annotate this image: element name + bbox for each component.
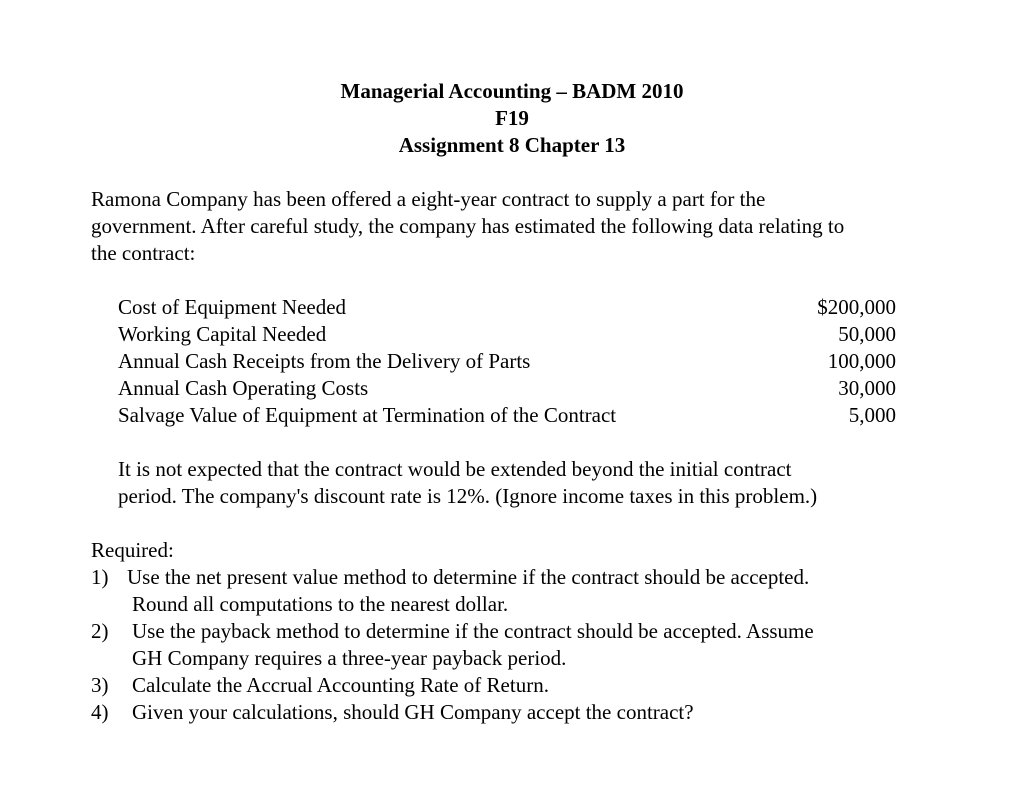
item-number: 2): [91, 619, 109, 643]
required-item: [0, 564, 1024, 618]
table-row: [118, 375, 896, 402]
required-heading: Required:: [91, 538, 174, 562]
item-number: 3): [91, 673, 109, 697]
intro-line: the contract:: [91, 241, 196, 265]
item-number: 4): [91, 700, 109, 724]
item-text: Given your calculations, should GH Company accept the contract?: [132, 700, 694, 724]
table-row: [118, 402, 896, 429]
item-text: GH Company requires a three-year payback period.: [132, 646, 567, 670]
row-value: 100,000: [827, 349, 896, 373]
term-label: F19: [495, 106, 529, 130]
row-value: 5,000: [848, 403, 896, 427]
assignment-title: Assignment 8 Chapter 13: [398, 133, 626, 157]
intro-line: Ramona Company has been offered a eight-year contract to supply a part for the: [91, 187, 766, 211]
course-title: Managerial Accounting – BADM 2010: [340, 79, 684, 103]
row-label: Working Capital Needed: [118, 322, 327, 346]
item-text: Use the net present value method to determine if the contract should be accepted.: [127, 565, 810, 589]
table-row: [118, 294, 896, 321]
note-line: It is not expected that the contract would be extended beyond the initial contract: [118, 457, 792, 481]
item-text: Use the payback method to determine if the contract should be accepted. Assume: [132, 619, 814, 643]
item-number: 1): [91, 565, 109, 589]
row-value: $200,000: [817, 295, 896, 319]
table-row: [118, 321, 896, 348]
required-item: [0, 618, 1024, 672]
row-label: Annual Cash Receipts from the Delivery of Parts: [118, 349, 531, 373]
row-label: Cost of Equipment Needed: [118, 295, 347, 319]
note-line: period. The company's discount rate is 12%. (Ignore income taxes in this problem.): [118, 484, 818, 508]
table-row: [118, 348, 896, 375]
row-value: 30,000: [838, 376, 896, 400]
row-label: Salvage Value of Equipment at Termination of the Contract: [118, 403, 617, 427]
intro-line: government. After careful study, the company has estimated the following data relating to: [91, 214, 845, 238]
required-item: [0, 699, 1024, 726]
item-text: Calculate the Accrual Accounting Rate of Return.: [132, 673, 549, 697]
required-item: [0, 672, 1024, 699]
row-value: 50,000: [838, 322, 896, 346]
row-label: Annual Cash Operating Costs: [118, 376, 369, 400]
item-text: Round all computations to the nearest dollar.: [132, 592, 509, 616]
